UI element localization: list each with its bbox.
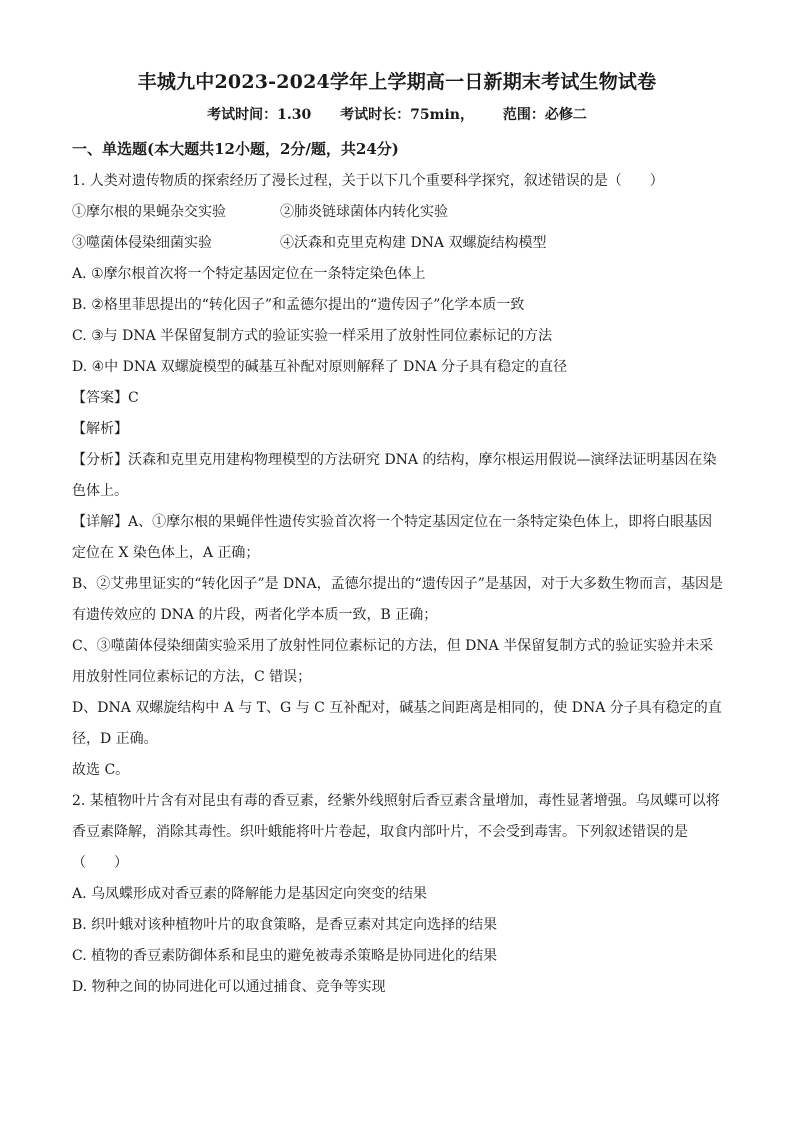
- q1-answer: 【答案】C: [72, 390, 139, 406]
- q1-items-row-1: [72, 197, 722, 228]
- q1-analysis-line: 用放射性同位素标记的方法，C 错误；: [72, 669, 312, 685]
- q1-option-d: D. ④中 DNA 双螺旋模型的碱基互补配对原则解释了 DNA 分子具有稳定的直径: [72, 359, 568, 375]
- q1-option-a: A. ①摩尔根首次将一个特定基因定位在一条特定染色体上: [72, 266, 426, 282]
- exam-meta: [72, 104, 722, 126]
- q1-analysis-line: 有遗传效应的 DNA 的片段，两者化学本质一致，B 正确；: [72, 607, 438, 623]
- q1-analysis-line: D、DNA 双螺旋结构中 A 与 T、G 与 C 互补配对，碱基之间距离是相同的，使 DNA 分子具有稳定的直: [72, 700, 722, 716]
- section-heading: 一、单选题(本大题共12小题，2分/题，共24分): [72, 140, 399, 158]
- exam-scope: 范围：必修二: [502, 107, 587, 123]
- q1-analysis-line: 【详解】A、①摩尔根的果蝇伴性遗传实验首次将一个特定基因定位在一条特定染色体上，即将白眼基因: [72, 514, 713, 530]
- q1-analysis-line: C、③噬菌体侵染细菌实验采用了放射性同位素标记的方法，但 DNA 半保留复制方式的验证实验并未采: [72, 638, 714, 654]
- exam-title: 丰城九中2023-2024学年上学期高一日新期末考试生物试卷: [137, 71, 657, 93]
- q1-analysis-tag: 【解析】: [72, 421, 128, 437]
- q1-item-1: ①摩尔根的果蝇杂交实验: [72, 204, 226, 220]
- q1-item-3: ③噬菌体侵染细菌实验: [72, 235, 212, 251]
- q1-option-b: B. ②格里菲思提出的“转化因子”和孟德尔提出的“遗传因子”化学本质一致: [72, 297, 525, 313]
- q1-option-c: C. ③与 DNA 半保留复制方式的验证实验一样采用了放射性同位素标记的方法: [72, 328, 553, 344]
- q1-analysis-line: 故选 C。: [72, 762, 130, 778]
- q2-option-b: B. 织叶蛾对该种植物叶片的取食策略，是香豆素对其定向选择的结果: [72, 917, 498, 933]
- q1-items-row-2: [72, 228, 722, 259]
- q1-item-4: ④沃森和克里克构建 DNA 双螺旋结构模型: [280, 235, 547, 251]
- q1-analysis-line: 色体上。: [72, 483, 128, 499]
- q2-option-c: C. 植物的香豆素防御体系和昆虫的避免被毒杀策略是协同进化的结果: [72, 948, 498, 964]
- q2-stem-line: （ ）: [72, 855, 128, 871]
- q1-analysis-line: 径，D 正确。: [72, 731, 158, 747]
- q1-stem: 1. 人类对遗传物质的探索经历了漫长过程，关于以下几个重要科学探究，叙述错误的是（ ）: [72, 173, 664, 189]
- exam-time: 考试时间：1.30: [207, 107, 312, 123]
- q2-stem-line: 2. 某植物叶片含有对昆虫有毒的香豆素，经紫外线照射后香豆素含量增加，毒性显著增强。乌凤蝶可以将: [72, 793, 720, 809]
- exam-duration: 考试时长：75min，: [340, 107, 474, 123]
- q1-analysis-line: B、②艾弗里证实的“转化因子”是 DNA，孟德尔提出的“遗传因子”是基因，对于大多数生物而言，基因是: [72, 576, 723, 592]
- q1-item-2: ②肺炎链球菌体内转化实验: [280, 204, 448, 220]
- q2-option-a: A. 乌凤蝶形成对香豆素的降解能力是基因定向突变的结果: [72, 886, 428, 902]
- q1-analysis-line: 定位在 X 染色体上，A 正确；: [72, 545, 260, 561]
- q1-analysis-line: 【分析】沃森和克里克用建构物理模型的方法研究 DNA 的结构，摩尔根运用假说—演绎法证明基因在染: [72, 452, 717, 468]
- q2-stem-line: 香豆素降解，消除其毒性。织叶蛾能将叶片卷起，取食内部叶片，不会受到毒害。下列叙述错误的是: [72, 824, 688, 840]
- q2-option-d: D. 物种之间的协同进化可以通过捕食、竞争等实现: [72, 979, 386, 995]
